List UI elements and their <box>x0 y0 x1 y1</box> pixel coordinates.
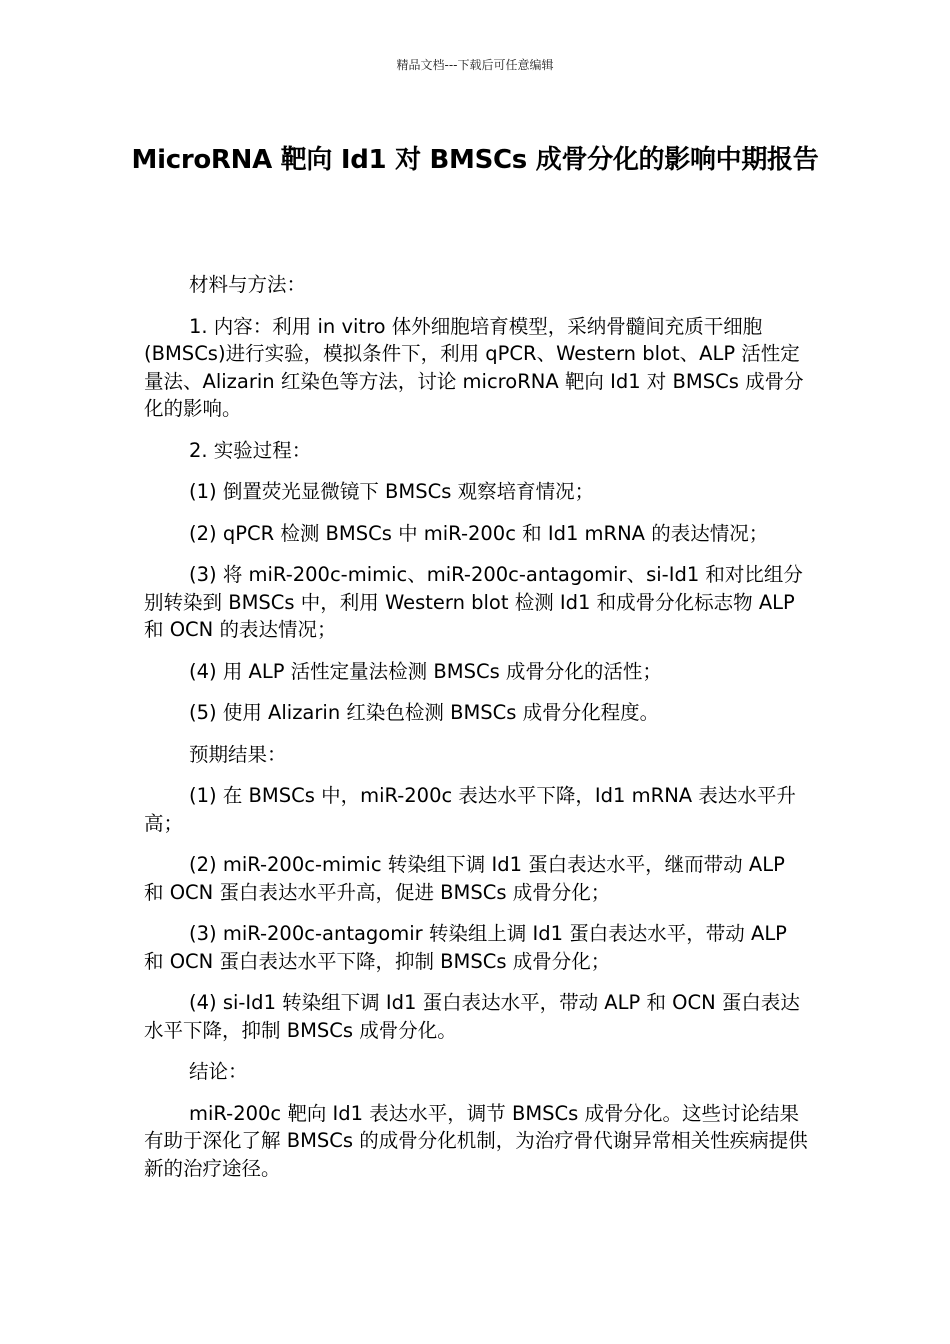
section-heading-procedure: 2. 实验过程： <box>189 438 312 462</box>
conclusion-paragraph: miR-200c 靶向 Id1 表达水平，调节 BMSCs 成骨分化。这些讨论结果有助于深化了解 BMSCs 的成骨分化机制，为治疗骨代谢异常相关性疾病提供新的治疗途径。 <box>144 1101 808 1180</box>
procedure-step-4: (4) 用 ALP 活性定量法检测 BMSCs 成骨分化的活性； <box>189 659 662 683</box>
expected-result-2: (2) miR-200c-mimic 转染组下调 Id1 蛋白表达水平，继而带动 ALP 和 OCN 蛋白表达水平升高，促进 BMSCs 成骨分化； <box>144 853 785 904</box>
section-heading-conclusion: 结论： <box>189 1060 248 1083</box>
procedure-step-2: (2) qPCR 检测 BMSCs 中 miR-200c 和 Id1 mRNA 的表达情况； <box>189 521 769 545</box>
procedure-step-5: (5) 使用 Alizarin 红染色检测 BMSCs 成骨分化程度。 <box>189 701 660 724</box>
expected-result-1: (1) 在 BMSCs 中，miR-200c 表达水平下降，Id1 mRNA 表达水平升高； <box>144 784 796 835</box>
expected-result-4: (4) si-Id1 转染组下调 Id1 蛋白表达水平，带动 ALP 和 OCN 蛋白表达水平下降，抑制 BMSCs 成骨分化。 <box>144 991 800 1042</box>
document-title: MicroRNA 靶向 Id1 对 BMSCs 成骨分化的影响中期报告 <box>131 145 819 175</box>
page-header-note: 精品文档---下载后可任意编辑 <box>396 58 554 72</box>
section-heading-materials-methods: 材料与方法： <box>189 273 307 296</box>
document-body <box>144 271 808 1196</box>
paragraph-content: 1. 内容：利用 in vitro 体外细胞培育模型，采纳骨髓间充质干细胞(BMSCs)进行实验，模拟条件下，利用 qPCR、Western blot、ALP 活性定量法、Alizarin 红染色等方法，讨论 microRNA 靶向 Id1 对 BMSCs 成骨分化的影响。 <box>144 314 804 420</box>
procedure-step-1: (1) 倒置荧光显微镜下 BMSCs 观察培育情况； <box>189 480 595 503</box>
section-heading-expected-results: 预期结果： <box>189 742 287 766</box>
procedure-step-3: (3) 将 miR-200c-mimic、miR-200c-antagomir、si-Id1 和对比组分别转染到 BMSCs 中，利用 Western blot 检测 Id1 和成骨分化标志物 ALP 和 OCN 的表达情况； <box>144 563 803 641</box>
expected-result-3: (3) miR-200c-antagomir 转染组上调 Id1 蛋白表达水平，带动 ALP 和 OCN 蛋白表达水平下降，抑制 BMSCs 成骨分化； <box>144 922 787 973</box>
